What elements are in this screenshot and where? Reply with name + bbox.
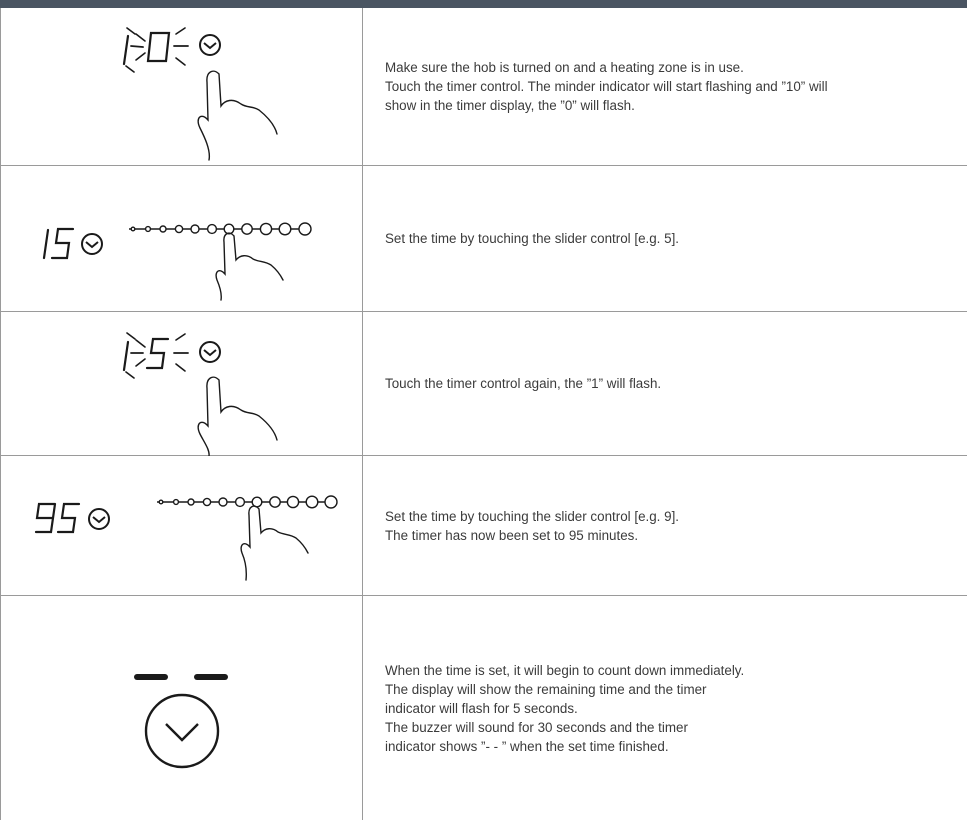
hand-finger-icon [216, 233, 283, 300]
slider-control [129, 223, 311, 235]
step-line: The buzzer will sound for 30 seconds and the timer [385, 720, 688, 735]
step-row-2 [1, 166, 967, 312]
digits-display [36, 504, 79, 532]
dash-display [134, 674, 228, 680]
step-row-5 [1, 596, 967, 820]
step-line: Set the time by touching the slider control [e.g. 5]. [385, 231, 680, 246]
step-row-4 [1, 456, 967, 596]
clock-icon [200, 35, 220, 55]
step-line: Make sure the hob is turned on and a heating zone is in use. [385, 60, 744, 75]
hand-finger-icon [241, 506, 308, 580]
clock-icon [89, 509, 109, 529]
step-line: Touch the timer control. The minder indicator will start flashing and ”10” will [385, 79, 828, 94]
hand-finger-icon [198, 377, 277, 456]
flashing-digits-display [124, 28, 188, 72]
step-illustration-3 [1, 312, 363, 455]
step-line: When the time is set, it will begin to count down immediately. [385, 663, 745, 678]
step-illustration-1 [1, 8, 363, 165]
step-illustration-2 [1, 166, 363, 311]
step-text-3 [385, 312, 958, 455]
slider-control [157, 496, 337, 508]
clock-icon [200, 342, 220, 362]
step-line: Set the time by touching the slider control [e.g. 9]. [385, 508, 680, 524]
digits-display [44, 229, 73, 258]
step-text-4 [385, 456, 958, 595]
instruction-table [0, 8, 967, 820]
step-row-1 [1, 8, 967, 166]
step-text-5 [385, 596, 958, 820]
step-text-2 [385, 166, 958, 311]
step-line: Touch the timer control again, the ”1” will flash. [385, 376, 662, 391]
header-bar [0, 0, 967, 8]
step-line: indicator shows ”- - ” when the set time finished. [385, 739, 669, 754]
step-text-1 [385, 8, 958, 165]
step-row-3 [1, 312, 967, 456]
hand-finger-icon [198, 71, 277, 160]
step-illustration-5 [1, 596, 363, 820]
step-line: show in the timer display, the ”0” will flash. [385, 98, 635, 113]
clock-icon [82, 234, 102, 254]
step-line: indicator will flash for 5 seconds. [385, 701, 578, 716]
flashing-digits-display [124, 333, 188, 378]
clock-icon [146, 695, 218, 767]
step-line: The display will show the remaining time and the timer [385, 682, 707, 697]
step-line: The timer has now been set to 95 minutes. [385, 527, 639, 543]
step-illustration-4 [1, 456, 363, 595]
